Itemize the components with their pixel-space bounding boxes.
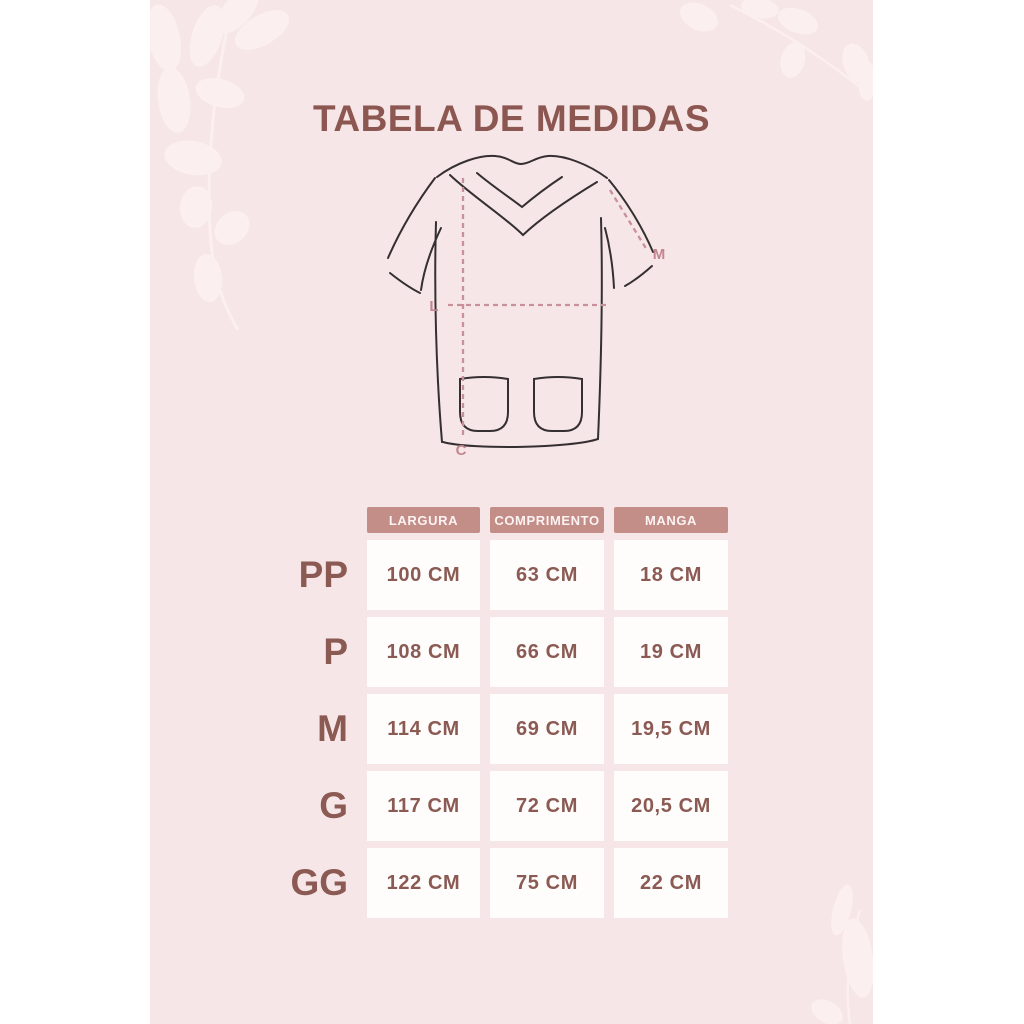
cell-g-largura: 117 CM	[367, 771, 480, 841]
measurements-table	[290, 507, 728, 918]
column-header-comprimento: COMPRIMENTO	[490, 507, 604, 533]
shirt-outline	[388, 156, 653, 447]
shirt-diagram	[362, 140, 682, 470]
pink-page	[150, 0, 873, 1024]
size-label-pp: PP	[298, 554, 348, 595]
cell-m-largura: 114 CM	[367, 694, 480, 764]
size-label-g: G	[319, 785, 348, 826]
cell-gg-comprimento: 75 CM	[490, 848, 604, 918]
cell-pp-largura: 100 CM	[367, 540, 480, 610]
cell-m-comprimento: 69 CM	[490, 694, 604, 764]
column-header-largura: LARGURA	[367, 507, 480, 533]
column-header-manga: MANGA	[614, 507, 728, 533]
size-label-p: P	[323, 631, 348, 672]
size-label-gg: GG	[290, 862, 348, 903]
cell-g-comprimento: 72 CM	[490, 771, 604, 841]
width-measure-label: L	[429, 298, 439, 315]
leaf-decoration-bottom-right	[790, 880, 873, 1024]
measurement-lines	[448, 178, 647, 436]
page-title: TABELA DE MEDIDAS	[313, 98, 710, 139]
cell-m-manga: 19,5 CM	[614, 694, 728, 764]
size-label-m: M	[317, 708, 348, 749]
cell-pp-manga: 18 CM	[614, 540, 728, 610]
cell-p-largura: 108 CM	[367, 617, 480, 687]
cell-p-manga: 19 CM	[614, 617, 728, 687]
cell-gg-manga: 22 CM	[614, 848, 728, 918]
table-corner-spacer	[300, 507, 357, 533]
cell-pp-comprimento: 63 CM	[490, 540, 604, 610]
cell-g-manga: 20,5 CM	[614, 771, 728, 841]
sleeve-measure-label: M	[652, 246, 666, 263]
length-measure-label: C	[455, 442, 467, 459]
cell-gg-largura: 122 CM	[367, 848, 480, 918]
sleeve-dashed-line	[610, 190, 647, 250]
cell-p-comprimento: 66 CM	[490, 617, 604, 687]
